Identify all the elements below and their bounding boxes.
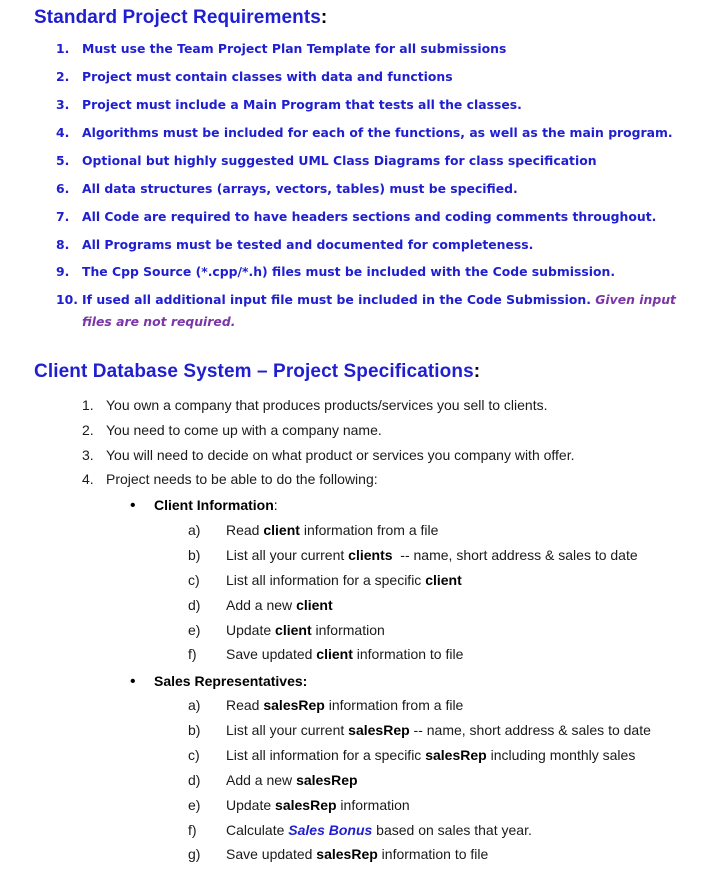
salesrep-item-f	[188, 822, 532, 838]
item-text: List all your current	[226, 547, 349, 563]
item-text: Save updated	[226, 846, 317, 862]
bullet-dot-icon: •	[130, 497, 136, 514]
item-text: including monthly sales	[486, 747, 636, 763]
item-number: 4.	[56, 125, 70, 140]
client-item-d	[188, 597, 333, 613]
item-keyword: client	[275, 622, 312, 638]
requirement-item-6	[56, 178, 696, 200]
item-letter: e)	[188, 622, 201, 638]
item-text: You need to come up with a company name.	[106, 422, 382, 438]
item-text: Project must include a Main Program that tests all the classes.	[82, 97, 522, 112]
item-keyword: salesRep	[263, 697, 325, 713]
item-text: Project needs to be able to do the following:	[106, 471, 378, 487]
item-text: Calculate	[226, 822, 289, 838]
salesrep-item-g	[188, 846, 488, 862]
item-text: information from a file	[324, 697, 464, 713]
item-text: information	[336, 797, 410, 813]
item-note: Given input	[595, 292, 676, 307]
spec-item-1	[82, 397, 548, 413]
item-text: Update	[226, 797, 276, 813]
item-text: List all information for a specific	[226, 747, 426, 763]
item-number: 2.	[56, 69, 70, 84]
item-text: Add a new	[226, 597, 297, 613]
spec-item-3	[82, 447, 575, 463]
item-keyword: salesRep	[316, 846, 378, 862]
item-letter: e)	[188, 797, 201, 813]
salesrep-item-b	[188, 722, 651, 738]
salesrep-item-d	[188, 772, 358, 788]
item-keyword: client	[263, 522, 300, 538]
bullet-dot-icon: •	[130, 673, 136, 690]
item-text: based on sales that year.	[372, 822, 532, 838]
item-text: List all information for a specific	[226, 572, 426, 588]
item-number: 4.	[82, 471, 94, 487]
item-keyword: salesRep	[275, 797, 337, 813]
item-number: 7.	[56, 209, 70, 224]
item-letter: a)	[188, 522, 201, 538]
client-item-c	[188, 572, 462, 588]
item-number: 3.	[82, 447, 94, 463]
item-text: Algorithms must be included for each of the functions, as well as the main program.	[82, 125, 673, 140]
item-keyword: salesRep	[296, 772, 358, 788]
bullet-label: Client Information	[154, 497, 274, 513]
requirement-item-10	[56, 289, 696, 333]
item-text: Save updated	[226, 646, 317, 662]
item-letter: g)	[188, 846, 201, 862]
item-number: 1.	[82, 397, 94, 413]
item-number: 6.	[56, 181, 70, 196]
client-item-a	[188, 522, 438, 538]
item-letter: d)	[188, 597, 201, 613]
requirement-item-1	[56, 38, 696, 60]
standard-requirements-title: Standard Project Requirements	[34, 7, 321, 28]
client-spec-title: Client Database System – Project Specifications	[34, 361, 474, 382]
requirement-item-5	[56, 150, 696, 172]
item-text: Read	[226, 697, 264, 713]
heading-colon: :	[320, 7, 328, 28]
requirement-item-2	[56, 66, 696, 88]
item-number: 10.	[56, 292, 78, 307]
bullet-colon: :	[273, 497, 278, 513]
item-letter: c)	[188, 747, 200, 763]
item-number: 2.	[82, 422, 94, 438]
bullet-label: Sales Representatives:	[154, 673, 308, 689]
client-item-f	[188, 646, 463, 662]
bullet-client-information	[130, 497, 278, 513]
client-item-e	[188, 622, 385, 638]
item-text: The Cpp Source (*.cpp/*.h) files must be included with the Code submission.	[82, 264, 616, 279]
item-text: Read	[226, 522, 264, 538]
item-text: -- name, short address & sales to date	[409, 722, 651, 738]
salesrep-item-e	[188, 797, 410, 813]
item-keyword: clients	[348, 547, 393, 563]
requirement-item-9	[56, 261, 696, 283]
requirement-item-3	[56, 94, 696, 116]
item-number: 5.	[56, 153, 70, 168]
item-keyword: client	[296, 597, 333, 613]
item-text: List all your current	[226, 722, 349, 738]
item-text: information from a file	[299, 522, 439, 538]
item-text: If used all additional input file must be included in the Code Submission.	[82, 292, 591, 307]
client-item-b	[188, 547, 638, 563]
item-text: Update	[226, 622, 276, 638]
item-text: Must use the Team Project Plan Template for all submissions	[82, 41, 507, 56]
item-text: All Programs must be tested and documented for completeness.	[82, 237, 534, 252]
item-number: 9.	[56, 264, 70, 279]
standard-requirements-heading	[34, 7, 327, 29]
client-spec-heading	[34, 361, 480, 383]
item-letter: f)	[188, 822, 197, 838]
item-text: information to file	[352, 646, 464, 662]
item-text: You own a company that produces products/services you sell to clients.	[106, 397, 548, 413]
item-text: You will need to decide on what product or services you company with offer.	[106, 447, 575, 463]
item-text: Project must contain classes with data and functions	[82, 69, 453, 84]
spec-item-2	[82, 422, 382, 438]
item-keyword: Sales Bonus	[288, 822, 373, 838]
item-text: All Code are required to have headers sections and coding comments throughout.	[82, 209, 657, 224]
item-keyword: client	[425, 572, 462, 588]
item-text: information to file	[377, 846, 489, 862]
item-keyword: salesRep	[425, 747, 487, 763]
item-text: -- name, short address & sales to date	[392, 547, 638, 563]
requirement-item-7	[56, 206, 696, 228]
requirement-item-8	[56, 234, 696, 256]
item-number: 1.	[56, 41, 70, 56]
item-letter: b)	[188, 722, 201, 738]
item-number: 8.	[56, 237, 70, 252]
salesrep-item-c	[188, 747, 635, 763]
item-letter: f)	[188, 646, 197, 662]
item-keyword: salesRep	[348, 722, 410, 738]
item-text: All data structures (arrays, vectors, tables) must be specified.	[82, 181, 518, 196]
item-text: Optional but highly suggested UML Class Diagrams for class specification	[82, 153, 597, 168]
salesrep-item-a	[188, 697, 463, 713]
heading-colon: :	[473, 361, 481, 382]
item-keyword: client	[316, 646, 353, 662]
item-letter: b)	[188, 547, 201, 563]
spec-item-4	[82, 471, 378, 487]
item-letter: c)	[188, 572, 200, 588]
item-number: 3.	[56, 97, 70, 112]
bullet-sales-representatives	[130, 673, 307, 689]
item-letter: a)	[188, 697, 201, 713]
item-text: Add a new	[226, 772, 297, 788]
item-text: information	[311, 622, 385, 638]
item-letter: d)	[188, 772, 201, 788]
item-note-continued: files are not required.	[82, 314, 236, 329]
requirement-item-4	[56, 122, 696, 144]
